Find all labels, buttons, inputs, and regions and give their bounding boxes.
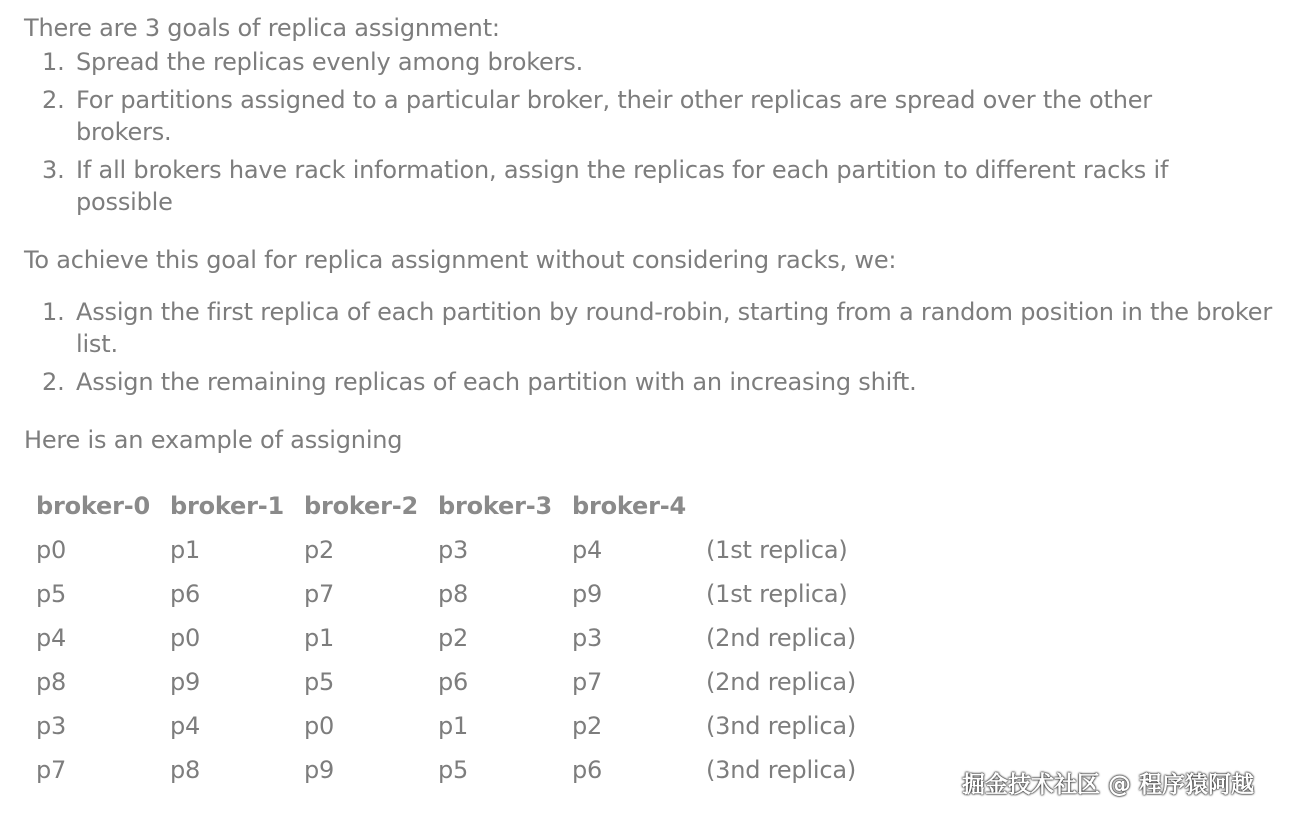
table-row [36,748,906,792]
list-item [42,154,1266,218]
approach-intro: To achieve this goal for replica assignment without considering racks, we: [24,246,897,274]
table-row [36,616,906,660]
list-item-text: For partitions assigned to a particular broker, their other replicas are spread over the other brokers. [76,86,1152,146]
list-item [42,84,1236,148]
table-row [36,704,906,748]
example-intro: Here is an example of assigning [24,426,403,454]
list-number: 3. [42,156,65,184]
table-row [36,660,906,704]
table-cell: p1 [438,712,469,740]
table-cell: p3 [36,712,67,740]
table-cell: p4 [170,712,201,740]
goals-list [24,46,1290,218]
table-cell: p4 [572,536,603,564]
table-cell: p8 [36,668,67,696]
list-item-text: Assign the remaining replicas of each partition with an increasing shift. [76,368,917,396]
list-item-text: Spread the replicas evenly among brokers. [76,48,584,76]
table-cell: p2 [572,712,603,740]
steps-list [24,296,1290,398]
table-cell: p2 [304,536,335,564]
table-cell: p0 [170,624,201,652]
table-cell: p5 [36,580,67,608]
table-cell: p5 [438,756,469,784]
list-number: 2. [42,368,65,396]
table-cell: p9 [572,580,603,608]
table-cell: p0 [304,712,335,740]
table-cell: p1 [304,624,335,652]
list-number: 1. [42,48,65,76]
list-number: 2. [42,86,65,114]
column-header: broker-0 [36,492,150,520]
table-cell: p6 [438,668,469,696]
list-item [42,296,1286,360]
table-cell: p9 [170,668,201,696]
table-cell: p7 [572,668,603,696]
watermark: 掘金技术社区 @ 程序猿阿越 [962,772,1255,798]
table-cell: p9 [304,756,335,784]
replica-note: (2nd replica) [706,668,857,696]
table-header-row [36,484,906,528]
table-cell: p4 [36,624,67,652]
table-cell: p0 [36,536,67,564]
replica-note: (3nd replica) [706,756,857,784]
table-cell: p6 [170,580,201,608]
table-cell: p3 [438,536,469,564]
table-cell: p6 [572,756,603,784]
replica-note: (1st replica) [706,580,848,608]
list-number: 1. [42,298,65,326]
replica-note: (3nd replica) [706,712,857,740]
column-header: broker-4 [572,492,686,520]
table-cell: p2 [438,624,469,652]
table-cell: p1 [170,536,201,564]
list-item-text: If all brokers have rack information, assign the replicas for each partition to different racks if possible [76,156,1169,216]
table-cell: p3 [572,624,603,652]
table-cell: p8 [438,580,469,608]
table-row [36,572,906,616]
column-header: broker-2 [304,492,418,520]
table-cell: p7 [304,580,335,608]
table-row [36,528,906,572]
column-header [706,484,906,528]
table-cell: p7 [36,756,67,784]
column-header: broker-1 [170,492,284,520]
document-body [24,10,1290,792]
list-item [42,366,1290,398]
goals-intro: There are 3 goals of replica assignment: [24,14,500,42]
table-cell: p5 [304,668,335,696]
table-cell: p8 [170,756,201,784]
assignment-table [36,484,906,792]
replica-note: (1st replica) [706,536,848,564]
list-item [42,46,1290,78]
list-item-text: Assign the first replica of each partition by round-robin, starting from a random position in the broker list. [76,298,1272,358]
replica-note: (2nd replica) [706,624,857,652]
column-header: broker-3 [438,492,552,520]
